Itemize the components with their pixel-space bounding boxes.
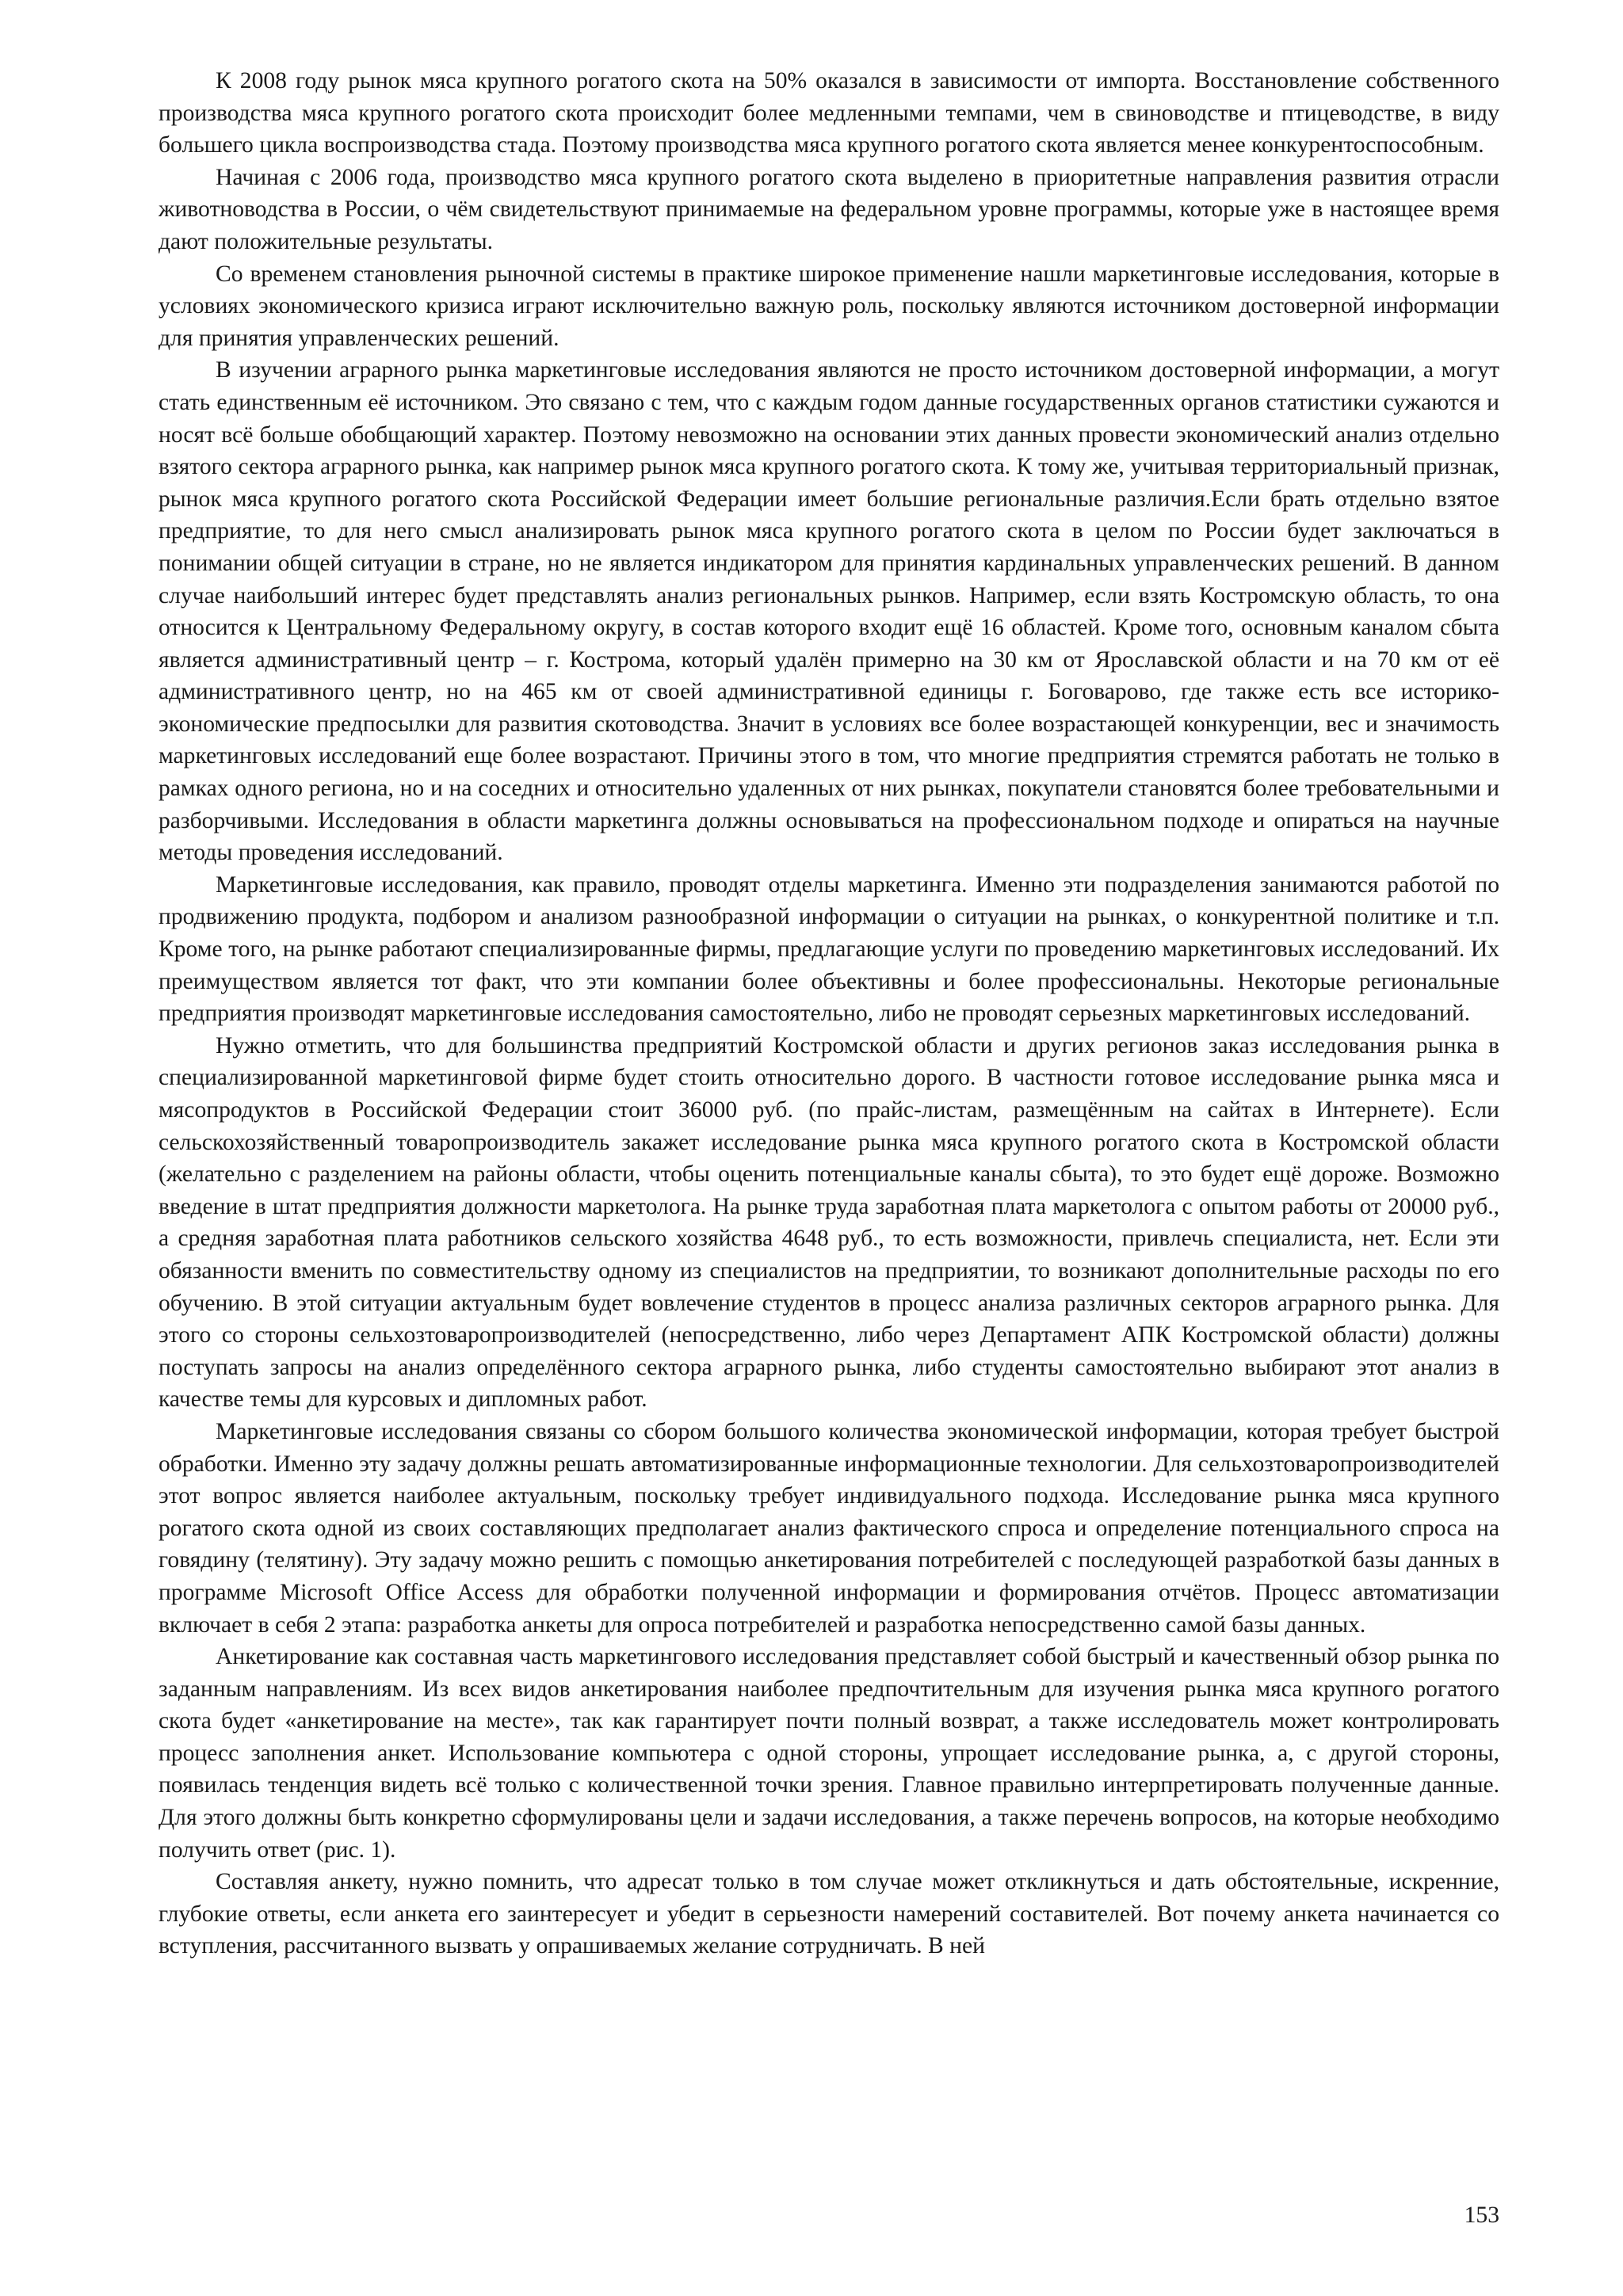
paragraph: Нужно отметить, что для большинства предприятий Костромской области и других регионов заказ исследования рынка в специализированной маркетинговой фирме будет стоить относительно дорого. В частности готовое исследование рынка мяса и мясопродуктов в Российской Федерации стоит 36000 руб. (по прайс-листам, размещённым на сайтах в Интернете). Если сельскохозяйственный товаропроизводитель закажет исследование рынка мяса крупного рогатого скота в Костромской области (желательно с разделением на районы области, чтобы оценить потенциальные каналы сбыта), то это будет ещё дороже. Возможно введение в штат предприятия должности маркетолога. На рынке труда заработная плата маркетолога с опытом работы от 20000 руб., а средняя заработная плата работников сельского хозяйства 4648 руб., то есть возможности, привлечь специалиста, нет. Если эти обязанности вменить по совместительству одному из специалистов на предприятии, то возникают дополнительные расходы по его обучению. В этой ситуации актуальным будет вовлечение студентов в процесс анализа различных секторов аграрного рынка. Для этого со стороны сельхозтоваропроизводителей (непосредственно, либо через Департамент АПК Костромской области) должны поступать запросы на анализ определённого сектора аграрного рынка, либо студенты самостоятельно выбирают этот анализ в качестве темы для курсовых и дипломных работ.: [158, 1032, 1499, 1413]
paragraph: Со временем становления рыночной системы в практике широкое применение нашли маркетинговые исследования, которые в условиях экономического кризиса играют исключительно важную роль, поскольку являются источником достоверной информации для принятия управленческих решений.: [158, 261, 1499, 351]
paragraph: Маркетинговые исследования, как правило, проводят отделы маркетинга. Именно эти подразделения занимаются работой по продвижению продукта, подбором и анализом разнообразной информации о ситуации на рынках, о конкурентной политике и т.п. Кроме того, на рынке работают специализированные фирмы, предлагающие услуги по проведению маркетинговых исследований. Их преимуществом является тот факт, что эти компании более объективны и более профессиональны. Некоторые региональные предприятия производят маркетинговые исследования самостоятельно, либо не проводят серьезных маркетинговых исследований.: [158, 871, 1499, 1027]
page-number: 153: [1464, 2203, 1499, 2228]
page-body: [158, 65, 1499, 1962]
paragraph: Начиная с 2006 года, производство мяса крупного рогатого скота выделено в приоритетные направления развития отрасли животноводства в России, о чём свидетельствуют принимаемые на федеральном уровне программы, которые уже в настоящее время дают положительные результаты.: [158, 164, 1499, 254]
paragraph: В изучении аграрного рынка маркетинговые исследования являются не просто источником достоверной информации, а могут стать единственным её источником. Это связано с тем, что с каждым годом данные государственных органов статистики сужаются и носят всё больше обобщающий характер. Поэтому невозможно на основании этих данных провести экономический анализ отдельно взятого сектора аграрного рынка, как например рынок мяса крупного рогатого скота. К тому же, учитывая территориальный признак, рынок мяса крупного рогатого скота Российской Федерации имеет большие региональные различия.Если брать отдельно взятое предприятие, то для него смысл анализировать рынок мяса крупного рогатого скота в целом по России будет заключаться в понимании общей ситуации в стране, но не является индикатором для принятия кардинальных управленческих решений. В данном случае наибольший интерес будет представлять анализ региональных рынков. Например, если взять Костромскую область, то она относится к Центральному Федеральному округу, в состав которого входит ещё 16 областей. Кроме того, основным каналом сбыта является административный центр – г. Кострома, который удалён примерно на 30 км от Ярославской области и на 70 км от её административного центр, но на 465 км от своей административной единицы г. Боговарово, где также есть все историко-экономические предпосылки для развития скотоводства. Значит в условиях все более возрастающей конкуренции, вес и значимость маркетинговых исследований еще более возрастают. Причины этого в том, что многие предприятия стремятся работать не только в рамках одного региона, но и на соседних и относительно удаленных от них рынках, покупатели становятся более требовательными и разборчивыми. Исследования в области маркетинга должны основываться на профессиональном подходе и опираться на научные методы проведения исследований.: [158, 357, 1499, 866]
paragraph: К 2008 году рынок мяса крупного рогатого скота на 50% оказался в зависимости от импорта. Восстановление собственного производства мяса крупного рогатого скота происходит более медленными темпами, чем в свиноводстве и птицеводстве, в виду большего цикла воспроизводства стада. Поэтому производства мяса крупного рогатого скота является менее конкурентоспособным.: [158, 68, 1499, 158]
paragraph: Маркетинговые исследования связаны со сбором большого количества экономической информации, которая требует быстрой обработки. Именно эту задачу должны решать автоматизированные информационные технологии. Для сельхозтоваропроизводителей этот вопрос является наиболее актуальным, поскольку требует индивидуального подхода. Исследование рынка мяса крупного рогатого скота одной из своих составляющих предполагает анализ фактического спроса и определение потенциального спроса на говядину (телятину). Эту задачу можно решить с помощью анкетирования потребителей с последующей разработкой базы данных в программе Microsoft Office Access для обработки полученной информации и формирования отчётов. Процесс автоматизации включает в себя 2 этапа: разработка анкеты для опроса потребителей и разработка непосредственно самой базы данных.: [158, 1418, 1499, 1638]
paragraph: Анкетирование как составная часть маркетингового исследования представляет собой быстрый и качественный обзор рынка по заданным направлениям. Из всех видов анкетирования наиболее предпочтительным для изучения рынка мяса крупного рогатого скота будет «анкетирование на месте», так как гарантирует почти полный возврат, а также исследователь может контролировать процесс заполнения анкет. Использование компьютера с одной стороны, упрощает исследование рынка, а, с другой стороны, появилась тенденция видеть всё только с количественной точки зрения. Главное правильно интерпретировать полученные данные. Для этого должны быть конкретно сформулированы цели и задачи исследования, а также перечень вопросов, на которые необходимо получить ответ (рис. 1).: [158, 1644, 1499, 1863]
paragraph: Составляя анкету, нужно помнить, что адресат только в том случае может откликнуться и дать обстоятельные, искренние, глубокие ответы, если анкета его заинтересует и убедит в серьезности намерений составителей. Вот почему анкета начинается со вступления, рассчитанного вызвать у опрашиваемых желание сотрудничать. В ней: [158, 1869, 1499, 1959]
